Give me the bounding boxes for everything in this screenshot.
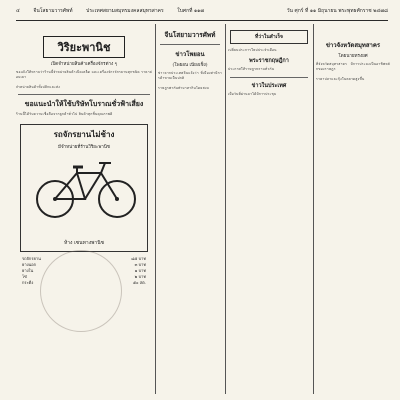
page-header xyxy=(16,6,388,16)
section-heading: ข่าวจังหวัดสมุทสาคร xyxy=(325,42,381,49)
article-paragraph: ร้านนี้ได้รับความเชื่อถือจากลูกค้าทั่วไป สินค้าทุกชิ้นคุณภาพดี xyxy=(16,112,113,117)
column-3 xyxy=(228,26,310,394)
column-divider xyxy=(313,24,314,394)
column-divider xyxy=(155,24,156,394)
article-paragraph: ขอแจ้งให้ทราบว่าร้านนี้จำหน่ายสินค้าเบ็ดเตล็ด และเครื่องจักรจักรยานทุกชนิด ราคาย่อมเยา xyxy=(16,70,152,80)
article-paragraph: จำหน่ายสินค้าทั้งปลีกและส่ง xyxy=(16,84,61,89)
notice-box xyxy=(230,30,308,44)
price-row: รถจักรยาน ๘๕ บาท xyxy=(22,255,146,261)
price-row: ยางนอก ๓ บาท xyxy=(22,261,146,267)
column-2 xyxy=(158,26,222,394)
price-row: กระดิ่ง ๕๐ สต. xyxy=(22,279,146,285)
page-number: ๔ xyxy=(16,8,20,14)
price-row: ยางใน ๑ บาท xyxy=(22,267,146,273)
shop-title: วิริยะพานิช xyxy=(43,36,125,58)
section-divider xyxy=(160,44,220,45)
article-paragraph: ประกาศให้ราษฎรทราบทั่วกัน xyxy=(228,67,275,72)
publisher-note: ประเทศสยามสมุทรมงคลสมุทรสาคร xyxy=(86,8,164,14)
bicycle-icon xyxy=(31,153,141,223)
header-rule xyxy=(16,20,388,21)
article-paragraph: ที่จังหวัดสมุทรสาคร มีการประมงเป็นอาชีพหลักของราษฎร xyxy=(316,62,390,72)
issue-number: ใบศกที่ ๑๑๗ xyxy=(177,8,205,14)
article-paragraph: ราษฎรพากันทำมาหากินโดยสงบ xyxy=(158,85,210,90)
library-stamp xyxy=(40,250,122,332)
article-paragraph: เปลี่ยนประการใหม่ประจำเดือน xyxy=(228,48,277,52)
shop-subtitle: เปิดจำหน่ายสินค้าเครื่องจักรต่าง ๆ xyxy=(50,62,118,67)
section-heading: ข่าวโพยอน xyxy=(175,51,205,58)
paper-masthead: จีนโสยามวารศัพท์ xyxy=(164,31,216,39)
article-paragraph: ข่าวจากประเทศจีนแจ้งว่า ที่เมืองท่ามีการค้าขายเป็นปกติ xyxy=(158,71,222,81)
section-heading: พระราชกฤษฎีกา xyxy=(249,58,289,65)
price-row: โซ่ ๒ บาท xyxy=(22,273,146,279)
column-1 xyxy=(16,26,152,394)
article-paragraph: เมื่อวันที่ผ่านมาได้มีการประชุม xyxy=(228,91,277,96)
bicycle-advert-subtitle: มีจำหน่ายที่ร้านวิริยะพานิช xyxy=(58,144,110,150)
notice-box-title: ที่ว่าในสำเร็จ xyxy=(255,34,283,40)
bicycle-advert-caption: ห้าง เซนทางพานิช xyxy=(63,239,105,246)
article-paragraph: ราคาปลาและกุ้งในตลาดสูงขึ้น xyxy=(316,76,365,81)
bicycle-advert-title: รถจักรยานไม่ช้าง xyxy=(53,129,115,139)
column-divider xyxy=(225,24,226,394)
section-byline: โดยนายทรงยศ xyxy=(338,54,368,59)
ad-headline: ขอแนะนำให้ใช้บริษัทโบราณชั่วฟ้าเสี่ยง xyxy=(24,100,144,109)
section-heading: ข่าวในประเทศ xyxy=(251,82,287,89)
issue-date: วัน ศุกร์ ที่ ๑๑ มิถุนายน พระพุทธศักราช ๒๔๗๘ xyxy=(286,8,388,14)
section-divider xyxy=(18,94,150,95)
bicycle-advert xyxy=(20,124,148,252)
section-divider xyxy=(230,77,308,78)
column-4 xyxy=(316,26,390,394)
section-subheading: (โพยอน เนียงเช็ง) xyxy=(172,63,208,68)
paper-name: จีนโสยามวารศัพท์ xyxy=(33,8,73,14)
